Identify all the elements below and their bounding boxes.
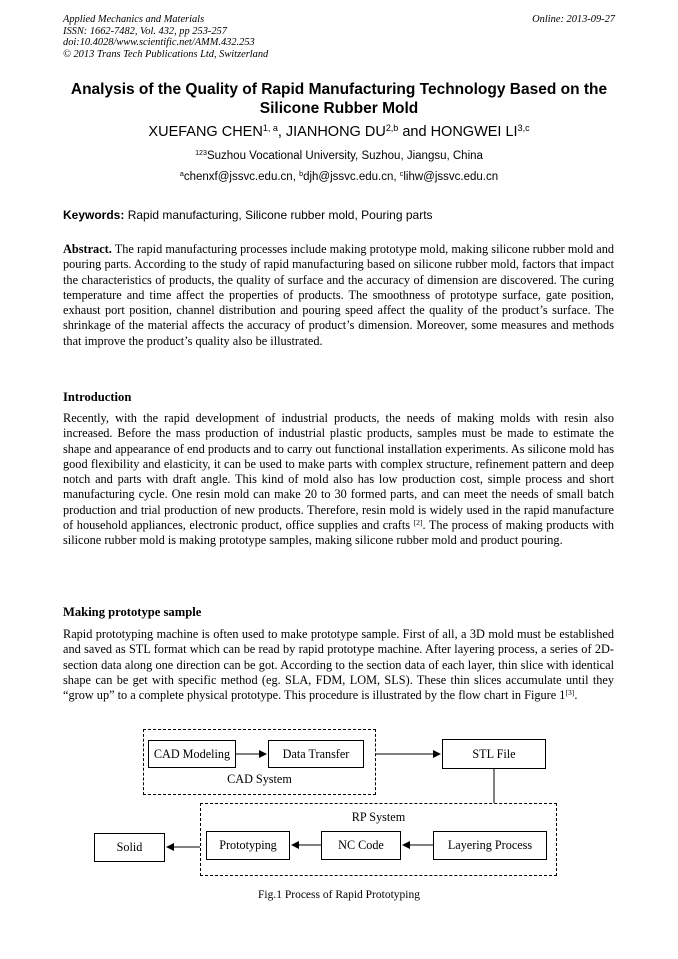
email-link[interactable]: chenxf@jssvc.edu.cn [183, 171, 293, 183]
affiliation-superscript: 123 [195, 149, 207, 158]
email-link[interactable]: djh@jssvc.edu.cn [303, 171, 394, 183]
cad-modeling-box: CAD Modeling [148, 740, 236, 768]
email-superscript: a [179, 170, 184, 179]
abstract [63, 242, 614, 349]
journal-name: Applied Mechanics and Materials [63, 14, 205, 25]
prototype-text [63, 627, 614, 703]
prototype-heading: Making prototype sample [63, 605, 202, 619]
citation-ref[interactable]: [2] [413, 517, 423, 527]
email-list: $^a$chenxf@jssvc.edu.cn, $^b$djh@jssvc.edu.cn, $^c$lihw@jssvc.edu.cn [179, 170, 499, 183]
author-superscript: 2,b [385, 123, 399, 134]
rp-system-label: RP System [351, 810, 406, 824]
layering-process-box: Layering Process [433, 831, 547, 860]
email-link[interactable]: lihw@jssvc.edu.cn [403, 171, 499, 183]
keywords [63, 208, 433, 222]
prototype-body: Rapid prototyping machine is often used to make prototype sample. First of all, a 3D mold must be established and saved as STL format which can be read by rapid prototype machine. After layering process, a series of 2D-section data along one direction can be got. According to the section data of each layer, thin slice with identical shape can be get with specific method (eg. SLA, FDM, LOM, SLS). These thin slices accumulate until they “grow up” to a complete physical prototype. This procedure is illustrated by the flow chart in Figure 1 [63, 627, 614, 703]
solid-box: Solid [94, 833, 165, 862]
email-superscript: c [399, 170, 404, 179]
abstract-label: Abstract. [63, 242, 112, 256]
introduction-body: Recently, with the rapid development of industrial products, the needs of making molds with resin also increased. Before the mass production of industrial plastic products, samples must be made to estimate the shape and appearance of end products and to carry out functional installation experiments. As silicone mold has good flexibility and elasticity, it can be used to make parts with complex structure, refinement pattern and deep notch and parts with draft angle. This kind of mold also has low production cost, simple process and short manufacturing cycle. One resin mold can make 20 to 30 formed parts, and can meet the needs of small batch production and trial production of new products. Therefore, resin mold is widely used in the rapid manufacture of household appliances, electronic product, office supplies and crafts [63, 411, 614, 533]
introduction-heading: Introduction [63, 390, 132, 404]
copyright-line: © 2013 Trans Tech Publications Ltd, Switzerland [63, 48, 269, 60]
author-list [40, 124, 638, 140]
author-separator: and [398, 124, 431, 140]
author-name: XUEFANG CHEN [148, 124, 263, 140]
stl-file-box: STL File [442, 739, 546, 769]
abstract-text: The rapid manufacturing processes include making prototype mold, making silicone rubber mold and pouring parts. According to the study of rapid manufacturing based on silicone rubber mold, factors that impact the characteristics of products, the quality of surface and the accuracy of dimension are discovered. The curing temperature and time affect the properties of products. The smoothness of prototype surface, gate position, exhaust port position, channel distribution and pouring speed affect the quality of the product’s surface. The shrinkage of the material affects the accuracy of product’s dimension. Moreover, some measures and methods that improve the product’s quality also be illustrated. [63, 242, 614, 348]
cad-system-label: CAD System [227, 772, 292, 786]
journal-header [63, 14, 268, 60]
introduction-text [63, 411, 614, 549]
doi-line: doi:10.4028/www.scientific.net/AMM.432.253 [63, 37, 255, 49]
figure-caption: Fig.1 Process of Rapid Prototyping [258, 889, 420, 901]
author-separator: , [277, 124, 286, 140]
data-transfer-box: Data Transfer [268, 740, 364, 768]
issn-line: ISSN: 1662-7482, Vol. 432, pp 253-257 [63, 25, 227, 37]
author-superscript: 3,c [517, 123, 530, 134]
email-superscript: b [299, 170, 304, 179]
keywords-label: Keywords: [63, 208, 125, 222]
author-name: JIANHONG DU [285, 124, 386, 140]
affiliation [40, 150, 638, 162]
online-date: Online: 2013-09-27 [532, 14, 615, 25]
author-name: HONGWEI LI [430, 124, 518, 140]
prototype-body-end: . [574, 688, 578, 703]
affiliation-text: Suzhou Vocational University, Suzhou, Jiangsu, China [206, 150, 483, 162]
citation-ref[interactable]: [3] [565, 688, 575, 697]
nc-code-box: NC Code [321, 831, 401, 860]
author-superscript: 1, a [262, 123, 278, 134]
prototyping-box: Prototyping [206, 831, 290, 860]
keywords-text: Rapid manufacturing, Silicone rubber mold, Pouring parts [124, 208, 433, 222]
paper-title: Analysis of the Quality of Rapid Manufacturing Technology Based on the Silicone Rubber Mold [70, 81, 608, 117]
introduction-body-end: . The process of making products with silicone rubber mold is making prototype samples, making silicone rubber mold and product pouring. [63, 518, 614, 548]
